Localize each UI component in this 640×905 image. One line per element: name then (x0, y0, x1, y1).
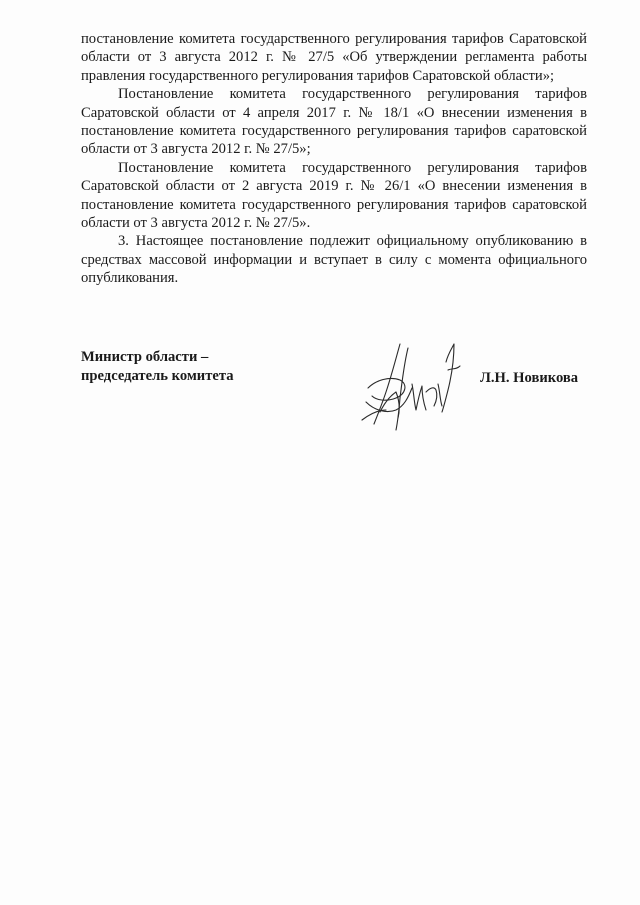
signatory-name: Л.Н. Новикова (480, 370, 579, 386)
document-body (81, 30, 587, 288)
paragraph-resolution-2017: Постановление комитета государственного регулирования тарифов Саратовской области от 4 апреля 2017 г. № 18/1 «О внесении изменения в постановление комитета государственного регулирования тарифов саратовской области от 3 августа 2012 г. № 27/5»; (81, 86, 587, 158)
paragraph-publication-clause: 3. Настоящее постановление подлежит официальному опубликованию в средствах массовой информации и вступает в силу с момента официального опубликования. (81, 233, 587, 287)
signatory-position-line-2: председатель комитета (81, 368, 234, 384)
paragraph-resolution-2019: Постановление комитета государственного регулирования тарифов Саратовской области от 2 августа 2019 г. № 26/1 «О внесении изменения в постановление комитета государственного регулирования тарифов саратовской области от 3 августа 2012 г. № 27/5». (81, 159, 587, 232)
handwritten-signature (356, 340, 474, 436)
paragraph-continuation: постановление комитета государственного регулирования тарифов Саратовской области от 3 августа 2012 г. № 27/5 «Об утверждении регламента работы правления государственного регулирования тарифов Саратовской области»; (81, 31, 587, 84)
signatory-position (81, 348, 234, 386)
signatory-position-line-1: Министр области – (81, 349, 209, 365)
